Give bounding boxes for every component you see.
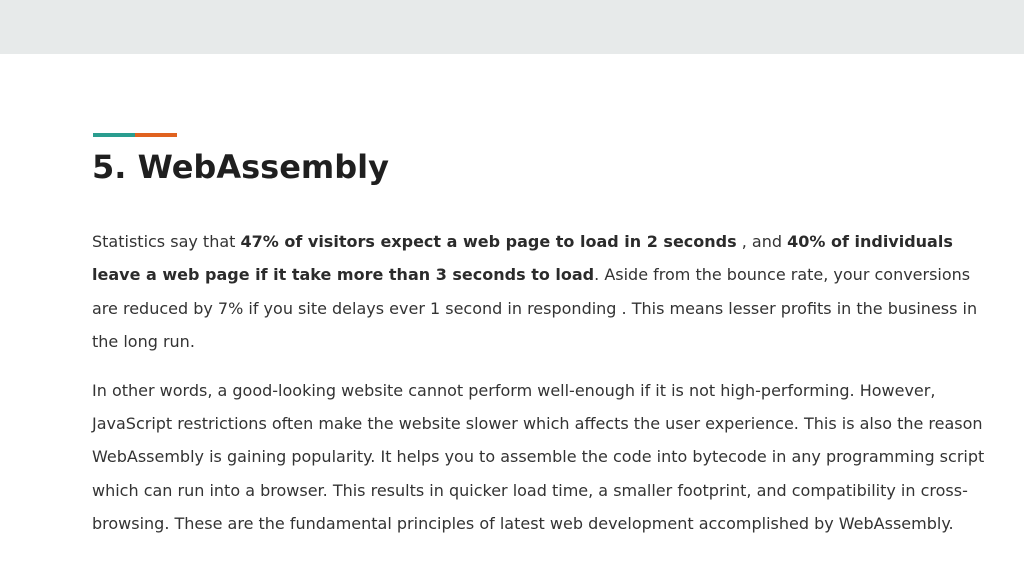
accent-bar-teal	[93, 133, 135, 137]
slide-body	[92, 225, 992, 541]
bold-statistic-load-expectation: 47% of visitors expect a web page to load in 2 seconds	[240, 232, 737, 251]
text-run: , and	[736, 232, 788, 251]
slide-title: 5. WebAssembly	[92, 148, 389, 186]
accent-bar-orange	[135, 133, 177, 137]
top-band	[0, 0, 1024, 54]
paragraph-webassembly: In other words, a good-looking website cannot perform well-enough if it is not high-performing. However, JavaScript restrictions often make the website slower which affects the user experience. This is also the reason WebAssembly is gaining popularity. It helps you to assemble the code into bytecode in any programming script which can run into a browser. This results in quicker load time, a smaller footprint, and compatibility in cross-browsing. These are the fundamental principles of latest web development accomplished by WebAssembly.	[92, 380, 985, 534]
text-run: . Aside from the bounce rate, your conversions are reduced by 7% if you site delays ever 1 second in responding . This means lesser profits in the business in the long run.	[92, 265, 978, 352]
paragraph-statistics	[92, 225, 992, 359]
text-run: Statistics say that	[92, 232, 241, 251]
bold-statistic-abandonment: 40% of individuals leave a web page if it take more than 3 seconds to load	[92, 232, 953, 285]
